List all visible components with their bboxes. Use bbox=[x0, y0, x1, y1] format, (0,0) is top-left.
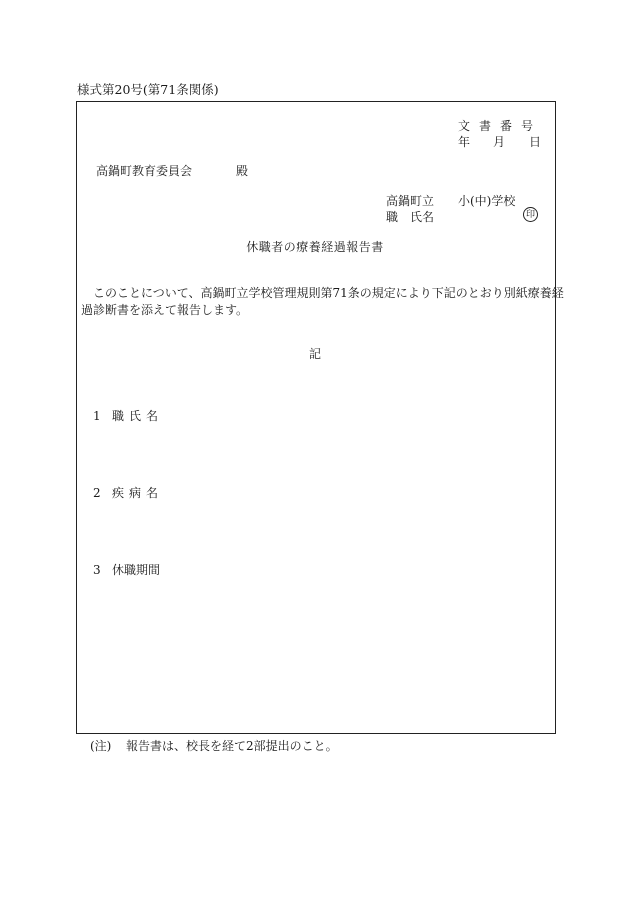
addressee-honorific: 殿 bbox=[236, 164, 249, 178]
date-label bbox=[458, 136, 541, 148]
document-number-label: 文書番号 bbox=[458, 119, 543, 133]
body-text-line-1: このことについて、高鍋町立学校管理規則第71条の規定により下記のとおり別紙療養経 bbox=[93, 286, 564, 300]
item-label: 休職期間 bbox=[112, 563, 161, 577]
item-label: 疾病名 bbox=[112, 486, 164, 500]
school-type: 小(中)学校 bbox=[458, 194, 516, 208]
document-title: 休職者の療養経過報告書 bbox=[246, 240, 384, 254]
item-leave-period bbox=[93, 564, 160, 576]
item-illness bbox=[93, 487, 163, 499]
date-year: 年 bbox=[458, 135, 471, 149]
item-number: 1 bbox=[93, 409, 101, 423]
addressee-name: 高鍋町教育委員会 bbox=[96, 164, 193, 178]
footnote bbox=[90, 740, 338, 752]
form-number: 様式第20号(第71条関係) bbox=[77, 82, 219, 97]
school-prefix: 高鍋町立 bbox=[386, 194, 435, 208]
item-title-name bbox=[93, 410, 163, 422]
footnote-label: (注) bbox=[90, 739, 112, 753]
date-month: 月 bbox=[493, 135, 506, 149]
date-day: 日 bbox=[529, 135, 542, 149]
ki-heading: 記 bbox=[308, 347, 321, 361]
item-label: 職氏名 bbox=[112, 409, 164, 423]
footnote-text: 報告書は、校長を経て2部提出のこと。 bbox=[126, 739, 338, 753]
item-number: 2 bbox=[93, 486, 101, 500]
body-text-line-2: 過診断書を添えて報告します。 bbox=[81, 303, 249, 317]
item-number: 3 bbox=[93, 563, 101, 577]
seal-icon: 印 bbox=[523, 207, 538, 222]
title-name-label: 職 氏名 bbox=[386, 210, 435, 224]
